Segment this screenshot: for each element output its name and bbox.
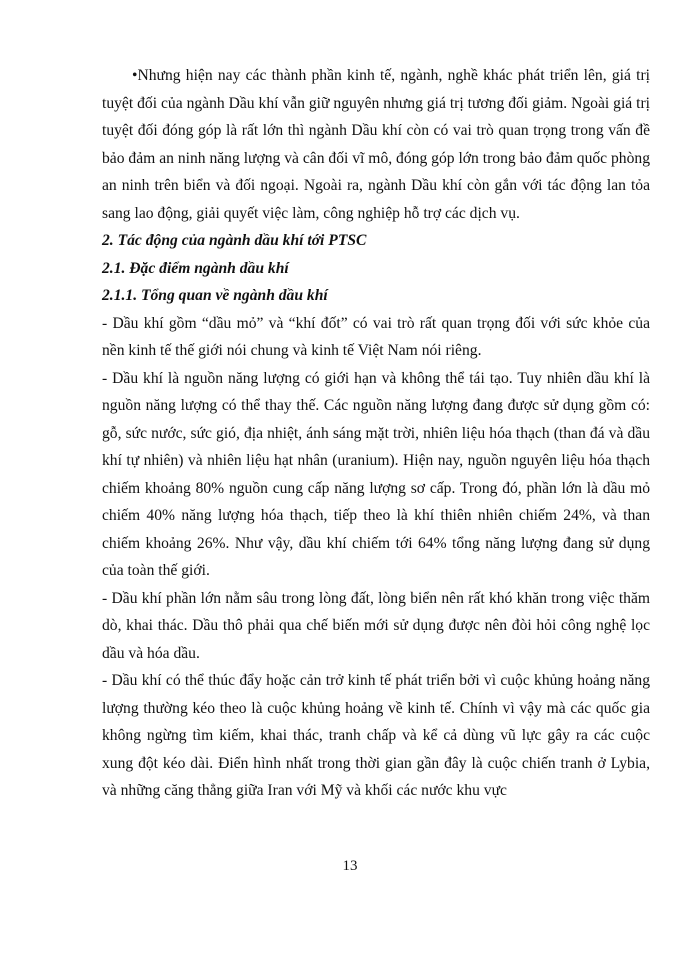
paragraph-oil-gas-role: - Dầu khí gồm “dầu mỏ” và “khí đốt” có vai trò rất quan trọng đối với sức khỏe của nền kinh tế thế giới nói chung và kinh tế Việt Nam nói riêng. bbox=[102, 314, 650, 359]
body-text bbox=[102, 62, 650, 805]
paragraph-economic-impact: - Dầu khí có thể thúc đẩy hoặc cản trở kinh tế phát triển bởi vì cuộc khủng hoảng năng lượng thường kéo theo là cuộc khủng hoảng về kinh tế. Chính vì vậy mà các quốc gia không ngừng tìm kiếm, khai thác, tranh chấp và kể cả dùng vũ lực gây ra các cuộc xung đột kéo dài. Điển hình nhất trong thời gian gần đây là cuộc chiến tranh ở Lybia, và những căng thẳng giữa Iran với Mỹ và khối các nước khu vực bbox=[102, 672, 650, 799]
paragraph-intro: •Nhưng hiện nay các thành phần kinh tế, ngành, nghề khác phát triển lên, giá trị tuyệt đối của ngành Dầu khí vẫn giữ nguyên nhưng giá trị tương đối giảm. Ngoài giá trị tuyệt đối đóng góp là rất lớn thì ngành Dầu khí còn có vai trò quan trọng trong vấn đề bảo đảm an ninh năng lượng và cân đối vĩ mô, đóng góp lớn trong bảo đảm quốc phòng an ninh trên biển và đối ngoại. Ngoài ra, ngành Dầu khí còn gắn với tác động lan tỏa sang lao động, giải quyết việc làm, công nghiệp hỗ trợ các dịch vụ. bbox=[102, 67, 650, 222]
page-number: 13 bbox=[342, 858, 358, 874]
section-heading-2-1-1: 2.1.1. Tổng quan về ngành dầu khí bbox=[102, 287, 328, 304]
paragraph-exploration: - Dầu khí phần lớn nằm sâu trong lòng đất, lòng biển nên rất khó khăn trong việc thăm dò, khai thác. Dầu thô phải qua chế biến mới sử dụng được nên đòi hỏi công nghệ lọc dầu và hóa dầu. bbox=[102, 589, 650, 662]
paragraph-energy-sources: - Dầu khí là nguồn năng lượng có giới hạn và không thể tái tạo. Tuy nhiên dầu khí là nguồn năng lượng có thể thay thế. Các nguồn năng lượng đang được sử dụng gồm có: gỗ, sức nước, sức gió, địa nhiệt, ánh sáng mặt trời, nhiên liệu hóa thạch (than đá và dầu khí tự nhiên) và nhiên liệu hạt nhân (uranium). Hiện nay, nguồn nguyên liệu hóa thạch chiếm khoảng 80% nguồn cung cấp năng lượng sơ cấp. Trong đó, phần lớn là dầu mỏ chiếm 40% năng lượng hóa thạch, tiếp theo là khí thiên nhiên chiếm 24%, và than chiếm khoảng 26%. Như vậy, dầu khí chiếm tới 64% tổng năng lượng đang sử dụng của toàn thế giới. bbox=[102, 369, 650, 579]
section-heading-2-1: 2.1. Đặc điểm ngành dầu khí bbox=[102, 259, 289, 277]
section-heading-2: 2. Tác động của ngành dầu khí tới PTSC bbox=[102, 232, 367, 249]
